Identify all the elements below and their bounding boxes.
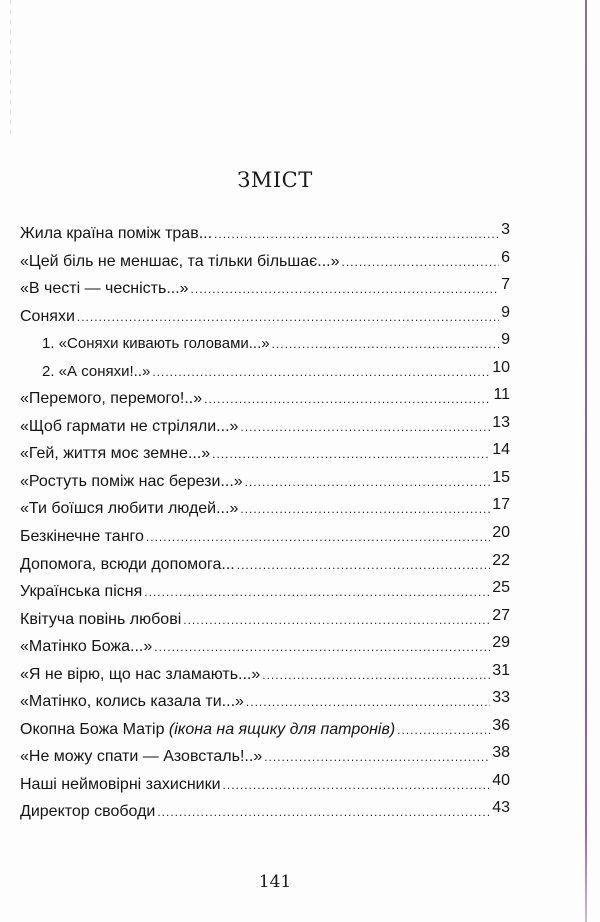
toc-entry-page: 36 bbox=[492, 716, 510, 734]
toc-entry-title: Окопна Божа Матір bbox=[20, 720, 165, 738]
toc-leader-dots bbox=[264, 744, 490, 771]
toc-entry-page: 27 bbox=[492, 606, 510, 624]
toc-entry-title: «Цей біль не меншає, та тільки більшає...» bbox=[20, 252, 340, 270]
toc-entry-page: 6 bbox=[501, 248, 510, 266]
table-of-contents bbox=[20, 220, 510, 826]
toc-entry-page: 31 bbox=[492, 661, 510, 679]
toc-entry-title: «Щоб гармати не стріляли...» bbox=[20, 417, 239, 435]
toc-entry-title: 1. «Соняхи кивають головами...» bbox=[42, 335, 270, 353]
toc-entry-title: «Матінко, колись казала ти...» bbox=[20, 693, 244, 711]
toc-entry-title: 2. «А соняхи!..» bbox=[42, 362, 151, 380]
toc-entry[interactable] bbox=[20, 385, 510, 413]
toc-entry[interactable] bbox=[20, 440, 510, 468]
toc-leader-dots bbox=[154, 634, 490, 661]
toc-entry[interactable] bbox=[20, 413, 510, 441]
toc-entry-title-group bbox=[20, 716, 395, 744]
toc-leader-dots bbox=[240, 414, 490, 441]
toc-leader-dots bbox=[191, 276, 500, 303]
toc-entry[interactable] bbox=[20, 551, 510, 579]
toc-entry[interactable] bbox=[20, 606, 510, 634]
toc-entry-title: Соняхи bbox=[20, 307, 75, 325]
page-right-edge bbox=[585, 0, 587, 922]
toc-entry[interactable] bbox=[20, 743, 510, 771]
toc-leader-dots bbox=[245, 469, 491, 496]
toc-entry-page: 25 bbox=[492, 579, 510, 597]
toc-leader-dots bbox=[246, 689, 490, 716]
toc-leader-dots bbox=[183, 607, 490, 634]
page-number: 141 bbox=[258, 872, 292, 892]
toc-leader-dots bbox=[240, 496, 490, 523]
toc-entry-title: «Не можу спати — Азовсталь!..» bbox=[20, 748, 263, 766]
page-left-edge bbox=[10, 0, 11, 140]
toc-entry-title: Директор свободи bbox=[20, 803, 156, 821]
toc-leader-dots bbox=[77, 304, 499, 331]
toc-leader-dots bbox=[146, 524, 490, 551]
toc-entry[interactable] bbox=[20, 633, 510, 661]
toc-leader-dots bbox=[152, 359, 490, 386]
toc-entry-title: «Ростуть поміж нас берези...» bbox=[20, 472, 243, 490]
toc-entry-page: 15 bbox=[492, 468, 510, 486]
toc-entry-title: «Ти боїшся любити людей...» bbox=[20, 500, 239, 518]
toc-entry-page: 43 bbox=[492, 799, 510, 817]
toc-entry[interactable] bbox=[20, 661, 510, 689]
toc-entry-title: «Перемого, перемого!..» bbox=[20, 390, 203, 408]
toc-entry[interactable] bbox=[20, 468, 510, 496]
toc-leader-dots bbox=[144, 579, 490, 606]
toc-entry-title: «Гей, життя моє земне...» bbox=[20, 445, 211, 463]
toc-leader-dots bbox=[272, 331, 499, 358]
toc-entry[interactable] bbox=[20, 716, 510, 744]
toc-entry[interactable] bbox=[20, 495, 510, 523]
toc-subentry[interactable] bbox=[20, 358, 510, 386]
toc-entry-page: 22 bbox=[492, 551, 510, 569]
toc-entry[interactable] bbox=[20, 798, 510, 826]
toc-entry[interactable] bbox=[20, 578, 510, 606]
toc-entry-page: 14 bbox=[492, 441, 510, 459]
toc-entry-title: Українська пісня bbox=[20, 583, 143, 601]
toc-entry-page: 33 bbox=[492, 689, 510, 707]
toc-entry-title: Квітуча повінь любові bbox=[20, 610, 182, 628]
toc-entry-page: 9 bbox=[501, 331, 510, 349]
toc-entry-page: 38 bbox=[492, 744, 510, 762]
toc-leader-dots bbox=[204, 386, 491, 413]
toc-leader-dots bbox=[262, 662, 490, 689]
toc-entry[interactable] bbox=[20, 248, 510, 276]
toc-entry-title: «Я не вірю, що нас зламають...» bbox=[20, 665, 261, 683]
toc-entry-page: 10 bbox=[492, 358, 510, 376]
toc-entry-page: 7 bbox=[501, 276, 510, 294]
toc-entry[interactable] bbox=[20, 275, 510, 303]
toc-entry[interactable] bbox=[20, 771, 510, 799]
toc-entry-page: 9 bbox=[501, 303, 510, 321]
toc-entry[interactable] bbox=[20, 523, 510, 551]
toc-leader-dots bbox=[214, 221, 499, 248]
toc-entry-title: Жила країна поміж трав... bbox=[20, 225, 213, 242]
toc-entry[interactable] bbox=[20, 303, 510, 331]
toc-leader-dots bbox=[223, 772, 491, 799]
toc-leader-dots bbox=[157, 799, 490, 826]
toc-entry-title: Наші неймовірні захисники bbox=[20, 775, 221, 793]
toc-entry-page: 11 bbox=[493, 386, 510, 404]
toc-entry-page: 29 bbox=[492, 634, 510, 652]
toc-entry-title: «Матінко Божа...» bbox=[20, 638, 153, 656]
toc-leader-dots bbox=[397, 717, 490, 744]
toc-entry[interactable] bbox=[20, 220, 510, 248]
toc-leader-dots bbox=[342, 249, 500, 276]
toc-entry-page: 20 bbox=[492, 524, 510, 542]
toc-entry[interactable] bbox=[20, 688, 510, 716]
toc-entry-title: Безкінечне танго bbox=[20, 528, 144, 546]
toc-entry-title: Допомога, всюди допомога... bbox=[20, 555, 235, 573]
toc-entry-page: 3 bbox=[501, 221, 510, 238]
toc-leader-dots bbox=[212, 441, 490, 468]
toc-entry-page: 13 bbox=[492, 413, 510, 431]
toc-subentry[interactable] bbox=[20, 330, 510, 358]
page-title: ЗМІСТ bbox=[237, 168, 313, 192]
toc-leader-dots bbox=[237, 552, 490, 579]
toc-entry-page: 17 bbox=[492, 496, 510, 514]
toc-entry-italic-subtitle: (ікона на ящику для патронів) bbox=[168, 720, 396, 738]
toc-entry-page: 40 bbox=[492, 771, 510, 789]
toc-entry-title: «В честі — чесність...» bbox=[20, 280, 189, 298]
